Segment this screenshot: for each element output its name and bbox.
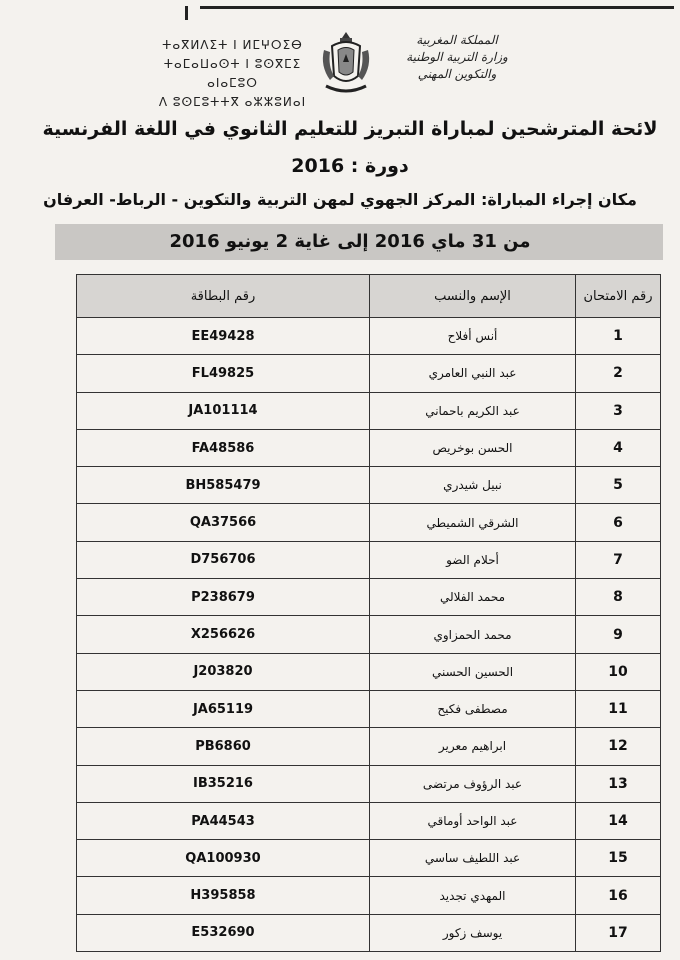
table-row bbox=[77, 690, 661, 727]
header-exam-no: رقم الامتحان bbox=[576, 275, 661, 318]
letterhead bbox=[0, 22, 680, 112]
table-row bbox=[77, 840, 661, 877]
name-cell: أحلام الضو bbox=[370, 541, 576, 578]
emblem-icon bbox=[318, 30, 374, 96]
list-title: لائحة المترشحين لمباراة التبريز للتعليم الثانوي في اللغة الفرنسية bbox=[42, 118, 658, 140]
header-name: الإسم والنسب bbox=[370, 275, 576, 318]
card-cell: EE49428 bbox=[77, 318, 370, 355]
name-cell: عبد النبي العامري bbox=[370, 355, 576, 392]
table-row bbox=[77, 914, 661, 951]
table-row bbox=[77, 728, 661, 765]
card-cell: X256626 bbox=[77, 616, 370, 653]
card-cell: FL49825 bbox=[77, 355, 370, 392]
ministry-heading bbox=[382, 32, 532, 83]
card-cell: H395858 bbox=[77, 877, 370, 914]
card-cell: QA100930 bbox=[77, 840, 370, 877]
exam-no-cell: 6 bbox=[576, 504, 661, 541]
tifinagh-line: ⵜⴰⴳⵍⴷⵉⵜ ⵏ ⵍⵎⵖⵔⵉⴱ bbox=[162, 38, 303, 52]
table-row bbox=[77, 429, 661, 466]
table-row bbox=[77, 504, 661, 541]
card-cell: PB6860 bbox=[77, 728, 370, 765]
exam-no-cell: 9 bbox=[576, 616, 661, 653]
ministry-line: وزارة التربية الوطنية bbox=[406, 50, 508, 64]
exam-no-cell: 16 bbox=[576, 877, 661, 914]
name-cell: الشرقي الشميطي bbox=[370, 504, 576, 541]
table-row bbox=[77, 579, 661, 616]
table-row bbox=[77, 765, 661, 802]
name-cell: عبد الكريم باحماني bbox=[370, 392, 576, 429]
name-cell: عبد الواحد أوماقي bbox=[370, 802, 576, 839]
card-cell: PA44543 bbox=[77, 802, 370, 839]
exam-no-cell: 12 bbox=[576, 728, 661, 765]
table-header-row bbox=[77, 275, 661, 318]
table-row bbox=[77, 392, 661, 429]
card-cell: E532690 bbox=[77, 914, 370, 951]
table-row bbox=[77, 616, 661, 653]
name-cell: محمد الحمزاوي bbox=[370, 616, 576, 653]
tifinagh-heading bbox=[150, 36, 315, 112]
card-cell: P238679 bbox=[77, 579, 370, 616]
header-rule bbox=[200, 6, 674, 9]
tifinagh-line: ⴷ ⵓⵙⵎⵓⵜⵜⴳ ⴰⵣⵣⵓⵍⴰⵏ bbox=[158, 95, 307, 109]
name-cell: الحسين الحسني bbox=[370, 653, 576, 690]
exam-no-cell: 14 bbox=[576, 802, 661, 839]
table-row bbox=[77, 318, 661, 355]
exam-no-cell: 4 bbox=[576, 429, 661, 466]
name-cell: عبد اللطيف ساسي bbox=[370, 840, 576, 877]
table-row bbox=[77, 802, 661, 839]
ministry-line: والتكوين المهني bbox=[417, 67, 497, 81]
name-cell: يوسف زكور bbox=[370, 914, 576, 951]
ministry-line: المملكة المغربية bbox=[416, 33, 498, 47]
name-cell: الحسن بوخريص bbox=[370, 429, 576, 466]
exam-no-cell: 2 bbox=[576, 355, 661, 392]
name-cell: أنس أفلاح bbox=[370, 318, 576, 355]
name-cell: مصطفى فكيح bbox=[370, 690, 576, 727]
card-cell: JA65119 bbox=[77, 690, 370, 727]
card-cell: D756706 bbox=[77, 541, 370, 578]
table-row bbox=[77, 877, 661, 914]
exam-no-cell: 8 bbox=[576, 579, 661, 616]
exam-no-cell: 10 bbox=[576, 653, 661, 690]
exam-no-cell: 15 bbox=[576, 840, 661, 877]
exam-location: مكان إجراء المباراة: المركز الجهوي لمهن التربية والتكوين - الرباط- العرفان bbox=[43, 190, 637, 209]
exam-no-cell: 1 bbox=[576, 318, 661, 355]
exam-dates: من 31 ماي 2016 إلى غاية 2 يونيو 2016 bbox=[169, 231, 531, 252]
name-cell: محمد الفلالي bbox=[370, 579, 576, 616]
card-cell: BH585479 bbox=[77, 467, 370, 504]
card-cell: QA37566 bbox=[77, 504, 370, 541]
table-row bbox=[77, 467, 661, 504]
card-cell: J203820 bbox=[77, 653, 370, 690]
card-cell: FA48586 bbox=[77, 429, 370, 466]
exam-no-cell: 5 bbox=[576, 467, 661, 504]
table-row bbox=[77, 541, 661, 578]
tifinagh-line: ⵜⴰⵎⴰⵡⴰⵙⵜ ⵏ ⵓⵙⴳⵎⵉ ⴰⵏⴰⵎⵓⵔ bbox=[163, 57, 302, 90]
name-cell: نبيل شيدري bbox=[370, 467, 576, 504]
card-cell: JA101114 bbox=[77, 392, 370, 429]
table-row bbox=[77, 653, 661, 690]
exam-no-cell: 13 bbox=[576, 765, 661, 802]
exam-no-cell: 17 bbox=[576, 914, 661, 951]
exam-no-cell: 3 bbox=[576, 392, 661, 429]
candidates-table bbox=[76, 274, 661, 952]
session-title: دورة : 2016 bbox=[291, 155, 409, 177]
name-cell: المهدي تجديد bbox=[370, 877, 576, 914]
table-row bbox=[77, 355, 661, 392]
name-cell: ابراهيم معرير bbox=[370, 728, 576, 765]
card-cell: IB35216 bbox=[77, 765, 370, 802]
header-card: رقم البطاقة bbox=[77, 275, 370, 318]
exam-no-cell: 11 bbox=[576, 690, 661, 727]
header-rule-tick bbox=[185, 6, 188, 20]
exam-no-cell: 7 bbox=[576, 541, 661, 578]
name-cell: عبد الرؤوف مرتضى bbox=[370, 765, 576, 802]
